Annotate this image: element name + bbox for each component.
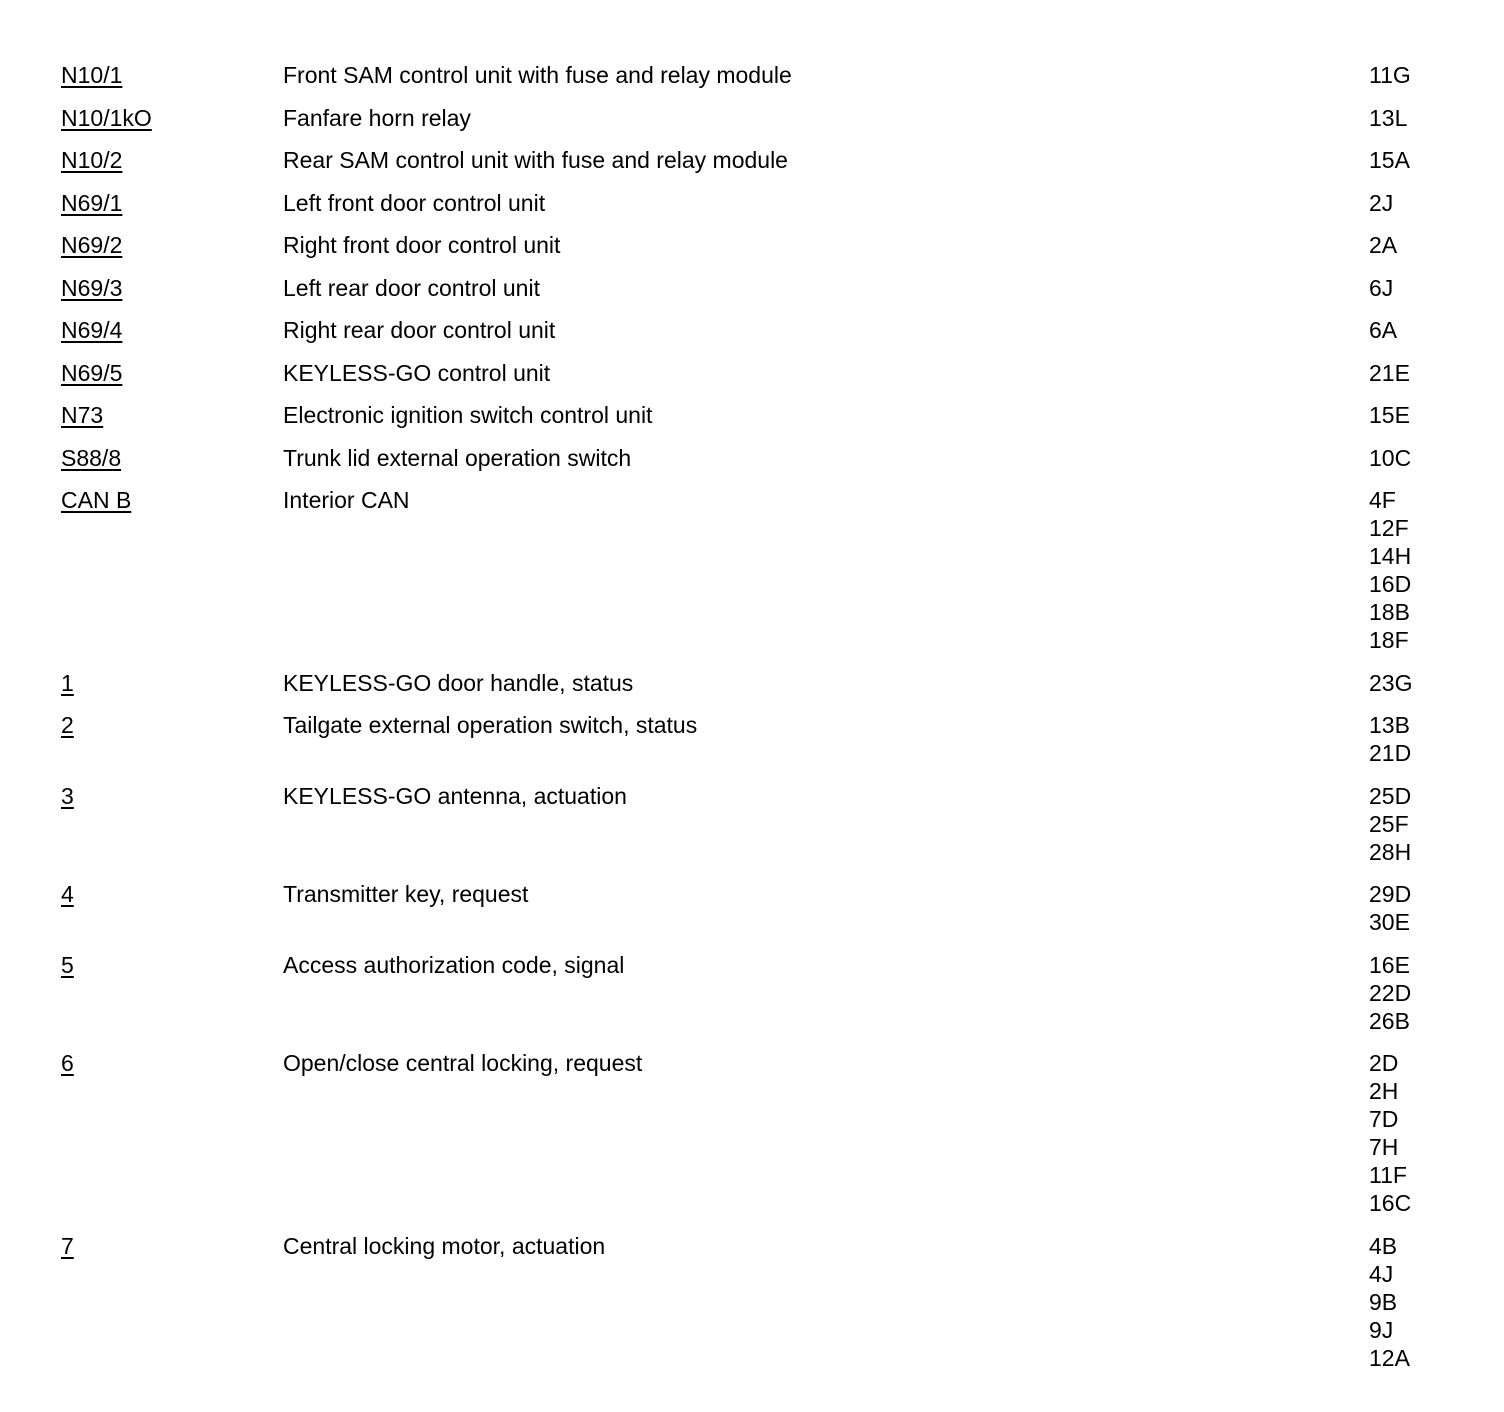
legend-description: Rear SAM control unit with fuse and relay module <box>283 147 788 173</box>
grid-reference: 2H <box>1369 1078 1399 1104</box>
legend-row <box>0 669 1504 697</box>
grid-reference: 30E <box>1369 909 1410 935</box>
legend-description: KEYLESS-GO control unit <box>283 359 551 386</box>
grid-reference: 25D <box>1369 782 1412 809</box>
legend-code-cell <box>61 231 283 259</box>
legend-list <box>0 61 1504 1372</box>
grid-reference: 11F <box>1369 1162 1407 1188</box>
grid-reference: 10C <box>1369 444 1412 471</box>
legend-row <box>0 401 1504 429</box>
legend-code-cell <box>61 274 283 302</box>
legend-grid-refs <box>1369 711 1489 767</box>
grid-reference: 6J <box>1369 274 1394 301</box>
grid-reference: 13L <box>1369 104 1408 131</box>
grid-reference: 22D <box>1369 979 1412 1006</box>
legend-code-cell <box>61 61 283 89</box>
grid-reference: 9B <box>1369 1288 1398 1315</box>
legend-row <box>0 104 1504 132</box>
legend-grid-refs <box>1369 782 1489 866</box>
legend-code-cell <box>61 782 283 810</box>
legend-row <box>0 444 1504 472</box>
legend-grid-refs <box>1369 951 1489 1035</box>
grid-reference: 18B <box>1369 599 1410 625</box>
legend-description: KEYLESS-GO door handle, status <box>283 669 634 696</box>
grid-reference: 9J <box>1369 1316 1394 1343</box>
legend-code-link[interactable]: 2 <box>61 712 74 738</box>
legend-code-cell <box>61 444 283 472</box>
legend-code-link[interactable]: 4 <box>61 881 74 907</box>
legend-grid-refs <box>1369 231 1489 259</box>
legend-row <box>0 359 1504 387</box>
legend-grid-refs <box>1369 401 1489 429</box>
legend-row <box>0 1049 1504 1217</box>
legend-code-link[interactable]: CAN B <box>61 487 132 513</box>
legend-code-cell <box>61 880 283 908</box>
legend-grid-refs <box>1369 486 1489 654</box>
grid-reference: 15E <box>1369 402 1410 428</box>
legend-row <box>0 711 1504 767</box>
legend-grid-refs <box>1369 146 1489 174</box>
grid-reference: 11G <box>1369 62 1411 88</box>
legend-description: Left front door control unit <box>283 189 546 216</box>
legend-description: Left rear door control unit <box>283 274 540 301</box>
legend-row <box>0 486 1504 654</box>
legend-grid-refs <box>1369 274 1489 302</box>
legend-code-cell <box>61 711 283 739</box>
grid-reference: 21E <box>1369 359 1410 386</box>
grid-reference: 4J <box>1369 1260 1394 1287</box>
legend-code-link[interactable]: N69/2 <box>61 232 123 258</box>
legend-row <box>0 880 1504 936</box>
legend-description: Trunk lid external operation switch <box>283 444 632 471</box>
legend-grid-refs <box>1369 444 1489 472</box>
legend-code-cell <box>61 189 283 217</box>
grid-reference: 23G <box>1369 669 1413 696</box>
grid-reference: 16D <box>1369 571 1412 597</box>
legend-description: Tailgate external operation switch, status <box>283 712 698 738</box>
legend-code-cell <box>61 359 283 387</box>
grid-reference: 4B <box>1369 1232 1398 1259</box>
legend-description: Electronic ignition switch control unit <box>283 402 653 428</box>
legend-row <box>0 189 1504 217</box>
legend-row <box>0 146 1504 174</box>
grid-reference: 26B <box>1369 1007 1410 1034</box>
legend-grid-refs <box>1369 189 1489 217</box>
legend-row <box>0 274 1504 302</box>
grid-reference: 2J <box>1369 189 1394 216</box>
legend-code-cell <box>61 104 283 132</box>
grid-reference: 25F <box>1369 810 1409 837</box>
legend-description: KEYLESS-GO antenna, actuation <box>283 782 627 809</box>
legend-description: Central locking motor, actuation <box>283 1232 606 1259</box>
grid-reference: 16C <box>1369 1190 1412 1216</box>
legend-code-cell <box>61 316 283 344</box>
legend-code-link[interactable]: 6 <box>61 1050 74 1076</box>
legend-grid-refs <box>1369 359 1489 387</box>
legend-grid-refs <box>1369 61 1489 89</box>
legend-code-link[interactable]: 1 <box>61 669 74 696</box>
grid-reference: 29D <box>1369 881 1412 907</box>
legend-grid-refs <box>1369 880 1489 936</box>
legend-code-cell <box>61 951 283 979</box>
legend-code-link[interactable]: 3 <box>61 782 74 809</box>
legend-code-link[interactable]: N69/3 <box>61 274 123 301</box>
legend-grid-refs <box>1369 104 1489 132</box>
grid-reference: 4F <box>1369 487 1396 513</box>
grid-reference: 14H <box>1369 543 1412 569</box>
grid-reference: 15A <box>1369 147 1410 173</box>
grid-reference: 18F <box>1369 627 1409 653</box>
legend-code-link[interactable]: N69/4 <box>61 317 123 343</box>
legend-row <box>0 951 1504 1035</box>
legend-code-cell <box>61 486 283 514</box>
legend-code-cell <box>61 1232 283 1260</box>
grid-reference: 12F <box>1369 515 1409 541</box>
legend-code-link[interactable]: N10/1 <box>61 62 123 88</box>
legend-description: Front SAM control unit with fuse and relay module <box>283 62 792 88</box>
legend-grid-refs <box>1369 669 1489 697</box>
legend-code-cell <box>61 146 283 174</box>
grid-reference: 21D <box>1369 740 1412 766</box>
legend-description: Access authorization code, signal <box>283 951 625 978</box>
legend-code-link[interactable]: 7 <box>61 1232 74 1259</box>
legend-description: Transmitter key, request <box>283 881 529 907</box>
legend-grid-refs <box>1369 1049 1489 1217</box>
legend-code-cell <box>61 1049 283 1077</box>
grid-reference: 12A <box>1369 1344 1410 1371</box>
legend-code-link[interactable]: S88/8 <box>61 444 122 471</box>
grid-reference: 13B <box>1369 712 1410 738</box>
legend-code-link[interactable]: 5 <box>61 951 74 978</box>
legend-row <box>0 1232 1504 1372</box>
grid-reference: 16E <box>1369 951 1410 978</box>
legend-description: Right rear door control unit <box>283 317 556 343</box>
grid-reference: 28H <box>1369 838 1412 865</box>
legend-code-cell <box>61 669 283 697</box>
legend-description: Right front door control unit <box>283 232 561 258</box>
legend-row <box>0 782 1504 866</box>
legend-row <box>0 231 1504 259</box>
legend-row <box>0 316 1504 344</box>
legend-description: Open/close central locking, request <box>283 1050 643 1076</box>
legend-description: Interior CAN <box>283 487 410 513</box>
legend-code-link[interactable]: N10/1kO <box>61 104 152 131</box>
grid-reference: 2A <box>1369 232 1398 258</box>
grid-reference: 7H <box>1369 1134 1399 1160</box>
grid-reference: 6A <box>1369 317 1398 343</box>
legend-grid-refs <box>1369 316 1489 344</box>
legend-code-link[interactable]: N10/2 <box>61 147 123 173</box>
legend-row <box>0 61 1504 89</box>
legend-code-link[interactable]: N69/1 <box>61 189 123 216</box>
grid-reference: 2D <box>1369 1050 1399 1076</box>
legend-grid-refs <box>1369 1232 1489 1372</box>
legend-code-link[interactable]: N69/5 <box>61 359 123 386</box>
legend-code-cell <box>61 401 283 429</box>
legend-code-link[interactable]: N73 <box>61 402 104 428</box>
legend-description: Fanfare horn relay <box>283 104 471 131</box>
grid-reference: 7D <box>1369 1106 1399 1132</box>
